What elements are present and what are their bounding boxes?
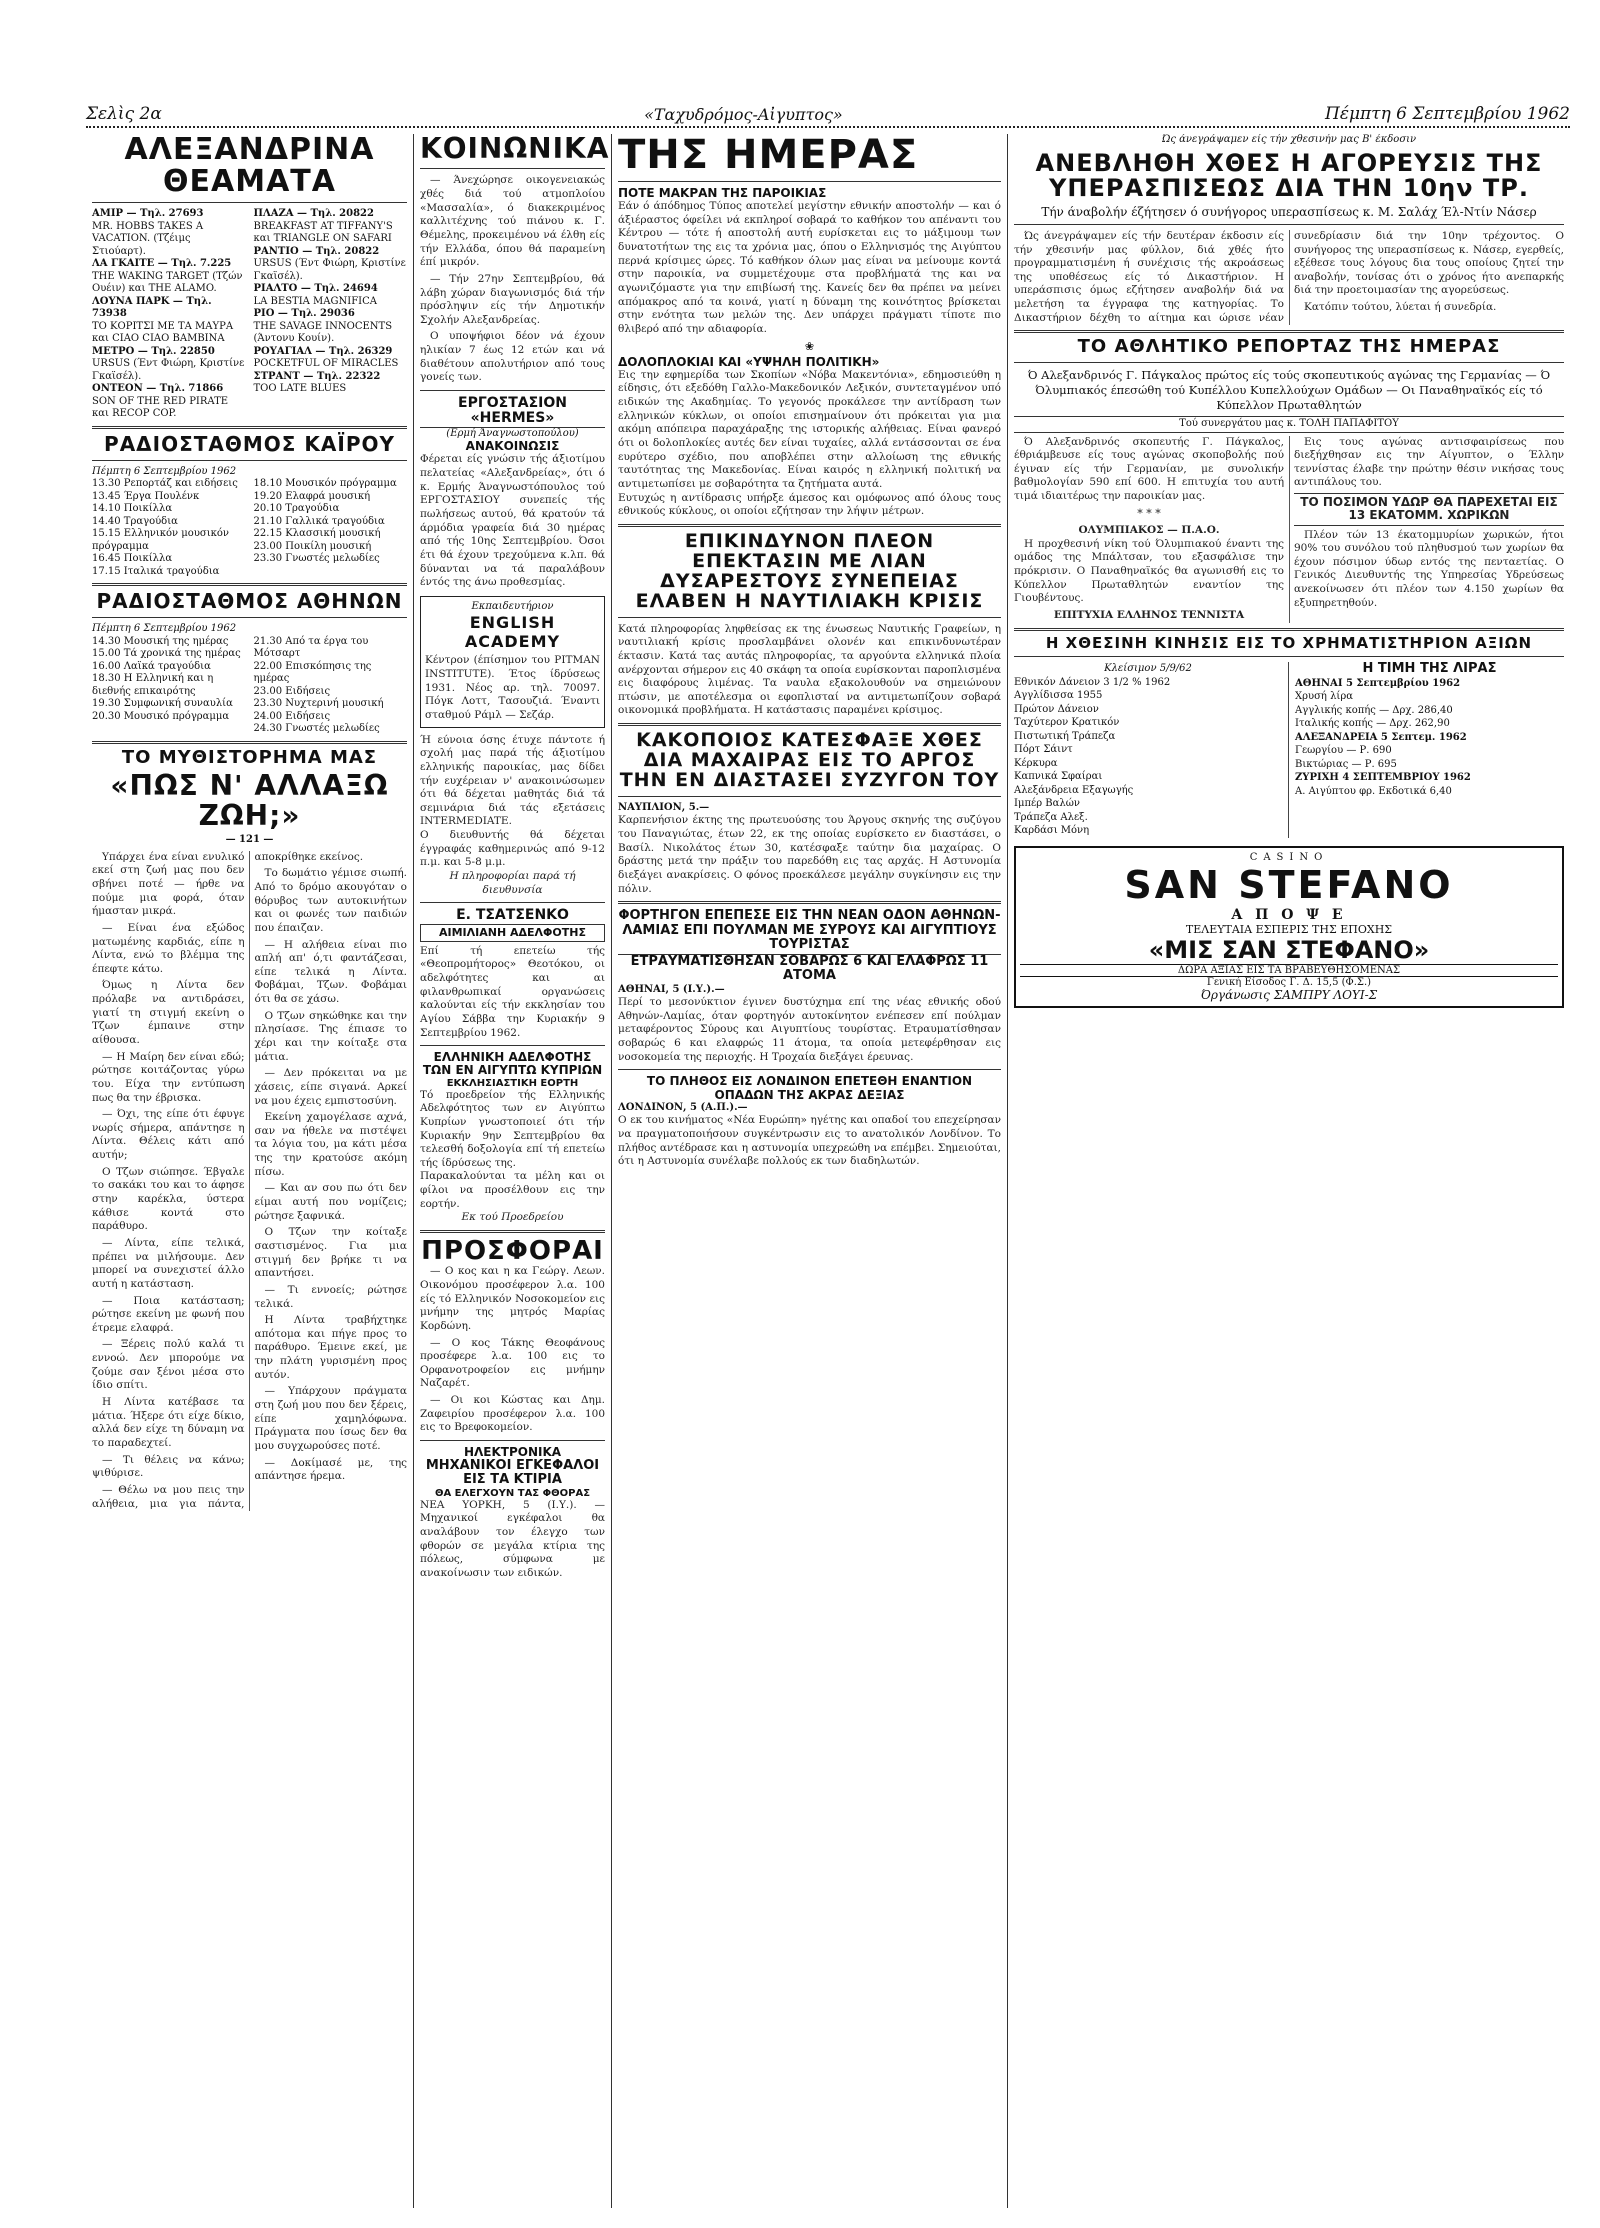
- sports-paragraph: Ό Αλεξανδρινός σκοπευτής Γ. Πάγκαλος, έθριάμβευσε είς τους αγώνας σκοποβολής πού έγιναν είς τήν Γερμανίαν, με συνολικήν βαθμολογίαν 590 επί 600. Η επιτυχία του αυτή τιμά ιδιαιτέρως την παροικίαν μας.: [1014, 435, 1284, 503]
- radio-item: 19.30 Συμφωνική συναυλία: [92, 698, 233, 709]
- cinema-entry: ΡΑΝΤΙΟ — Τηλ. 20822: [253, 245, 380, 257]
- casino-event: «ΜΙΣ ΣΑΝ ΣΤΕΦΑΝΟ»: [1148, 935, 1430, 964]
- radio-item: 20.30 Μουσικό πρόγραμμα: [92, 710, 230, 722]
- sports-body: [1014, 436, 1564, 623]
- radio-cairo-title: ΡΑΔΙΟΣΤΑΘΜΟΣ ΚΑΪΡΟΥ: [104, 431, 395, 456]
- columns: [86, 134, 1570, 2208]
- accident-dateline: ΑΘΗΝΑΙ, 5 (Ι.Υ.).—: [618, 983, 725, 995]
- lira-headline: Η ΤΙΜΗ ΤΗΣ ΛΙΡΑΣ: [1362, 661, 1497, 677]
- shipping-headline: ΕΠΙΚΙΝΔΥΝΟΝ ΠΛΕΟΝ ΕΠΕΚΤΑΣΙΝ ΜΕ ΛΙΑΝ ΔΥΣΑΡΕΣΤΟΥΣ ΣΥΝΕΠΕΙΑΣ ΕΛΑΒΕΝ Η ΝΑΥΤΙΛΙΑΚΗ ΚΡΙΣΙΣ: [635, 529, 984, 612]
- article-body: Εάν ό άπόδημος Τύπος αποτελεί μεγίστην εθνικήν αποστολήν — και ό άξιέραστος όφείλει νά εκπληροί σοβαρά το καθήκον του απέναντι του Κέντρου — τότε ή αποστολή αυτή ευρίσκεται εις το μάξιμουμ των δυνατοτήτων της εις τα χρόνια μας, όπου ο Ελληνισμός της Αιγύπτου περνά κρίσιμες ώρες. Τό καθήκον όλων μας είναι να μείνουμε κοντά στην παροικία, να συμμετέχουμε στα προβλήματά της και να αγωνιζόμαστε για την επιβίωσή της. Κανείς δεν θα πρέπει να μείνει απόμακρος από τα κοινά, γιατί η δύναμη της κοινότητος βρίσκεται στην ενότητα των μελών της. Δεν υπάρχει πράγματι τίποτε πιο θλιβερό από την αδιαφορία.: [618, 200, 1001, 335]
- bourse-row: Καρδάσι Μόνη: [1014, 825, 1090, 837]
- news-title: ΤΗΣ ΗΜΕΡΑΣ: [618, 134, 919, 178]
- cinema-entry: THE SAVAGE INNOCENTS (Άντονυ Κουίν).: [253, 320, 393, 344]
- novel-paragraph: — Όχι, της είπε ότι έφυγε νωρίς σήμερα, απάντησε η Λίντα. Θέλεις κάτι από αυτήν;: [92, 1108, 245, 1162]
- english-academy-sign: Η πληροφορίαι παρά τή διευθυνσία: [449, 869, 576, 896]
- masthead: [86, 104, 1570, 128]
- lira-row: Γεωργίου — Ρ. 690: [1295, 745, 1392, 757]
- accident-body: Περί το μεσονύκτιον έγινεν δυστύχημα επί της νέας εθνικής οδού Αθηνών-Λαμίας, όταν φορτηγόν αυτοκίνητον ενέπεσεν επί πούλμαν μεταφέροντος Σύρους και Αιγυπτίους τουρίστας. Ετραυματίσθησαν σοβαρώς 6 και ελαφρώς 11 άτομα, τα οποία μετεφέρθησαν εις νοσοκομεία της περιοχής. Η Τροχαία διεξάγει έρευνας.: [618, 996, 1001, 1063]
- radio-item: 23.30 Νυχτερινή μουσική: [253, 698, 384, 709]
- cinema-list-left: [92, 208, 246, 421]
- cinema-entry: ΛΟΥΝΑ ΠΑΡΚ — Τηλ. 73938: [92, 295, 212, 319]
- casino-advertisement: [1014, 846, 1564, 1008]
- social-paragraph: — Άνεχώρησε οικογενειακώς χθές διά τού ατμοπλοίου «Μασσαλία», ό διακεκριμένος καλλιτέχνης τού πιάνου κ. Γ. Θέμελης, προκειμένου νά έλθη είς τήν Ελλάδα, όπου θά παραμείνη έπί μικρόν.: [420, 174, 605, 269]
- lira-row: Αγγλικής κοπής — Δρχ. 286,40: [1295, 704, 1453, 716]
- radio-item: 14.40 Τραγούδια: [92, 515, 178, 527]
- bourse-row: Πόρτ Σάιντ: [1014, 744, 1073, 756]
- tsatsenko-title: Ε. ΤΣΑΤΣΕΝΚΟ: [456, 907, 569, 924]
- markets: [1014, 662, 1564, 838]
- radio-item: 15.00 Τά χρονικά της ημέρας: [92, 648, 241, 659]
- novel-paragraph: — Ποια κατάσταση; ρώτησε εκείνη με φωνή που έτρεμε ελαφρά.: [92, 1294, 245, 1334]
- radio-item: 16.45 Ποικίλλα: [92, 553, 173, 564]
- radio-cairo-schedule: [92, 478, 407, 578]
- hermes-notice-label: ΑΝΑΚΟΙΝΩΣΙΣ: [465, 439, 560, 454]
- novel-paragraph: — Τι θέλεις να κάνω; ψιθύρισε.: [92, 1453, 245, 1480]
- lira-row: Α. Αιγύπτου φρ. Εκδοτικά 6,40: [1295, 785, 1452, 797]
- radio-item: 23.00 Ειδήσεις: [253, 685, 331, 697]
- novel-paragraph: Ο Τζων σηκώθηκε και την πλησίασε. Της έπιασε το χέρι και την κοίταξε στα μάτια.: [254, 1009, 407, 1063]
- bourse-table: [1014, 662, 1289, 838]
- cinema-entry: ΡΙΟ — Τηλ. 29036: [253, 308, 355, 319]
- novel-kicker: ΤΟ ΜΥΘΙΣΤΟΡΗΜΑ ΜΑΣ: [121, 746, 378, 768]
- novel-paragraph: Υπάρχει ένα είναι ενυλικό εκεί στη ζωή μας που δεν σβήνει ποτέ — ήρθε να πούμε μια φορά, όταν ήμασταν μικρά.: [92, 850, 245, 918]
- lead-paragraph: Κατόπιν τούτου, λύεται ή συνεδρία.: [1304, 301, 1497, 314]
- london-headline: ΤΟ ΠΛΗΘΟΣ ΕΙΣ ΛΟΝΔΙΝΟΝ ΕΠΕΤΕΘΗ ΕΝΑΝΤΙΟΝ ΟΠΑΔΩΝ ΤΗΣ ΑΚΡΑΣ ΔΕΞΙΑΣ: [646, 1074, 973, 1102]
- english-academy-announce: Ο διευθυντής θά δέχεται έγγραφάς καθημερινώς από 9-12 π.μ. και 5-8 μ.μ.: [420, 829, 605, 869]
- lira-row: Βικτώριας — Ρ. 695: [1295, 758, 1397, 770]
- hermes-body: Φέρεται είς γνώσιν τής άξιοτίμου πελατείας «Αλεξανδρείας», ότι ό κ. Ερμής Άναγνωστόπουλος τού ΕΡΓΟΣΤΑΣΙΟΥ συνεπείς τής πωλήσεως αυτού, θά κρατούν τά άρμόδια γραφεία διά 30 ημέρας από τής 10ης Σεπτεμβρίου. Όσοι έτι θά έχουν τρεχούμενα κ.λπ. θά δύνανται να τά παραλάβουν έντός της άνω προθεσμίας.: [420, 453, 605, 589]
- radio-item: 23.00 Ποικίλη μουσική: [253, 540, 372, 552]
- lead-subheadline: Τήν άναβολήν έζήτησεν ό συνήγορος υπερασπίσεως κ. Μ. Σαλάχ Έλ-Ντίν Νάσερ: [1041, 204, 1537, 219]
- cinema-entry: URSUS (Έντ Φιώρη, Κριστίνε Γκαϊσέλ).: [92, 358, 245, 382]
- radio-item: 21.10 Γαλλικά τραγούδια: [253, 515, 385, 527]
- social-paragraph: Ο υποψήφιοι δέον νά έχουν ηλικίαν 7 έως 12 ετών και νά διαθέτουν απολυτήριον από τους γονείς των.: [420, 330, 605, 384]
- radio-item: 24.00 Ειδήσεις: [253, 710, 331, 722]
- radio-athens-title: ΡΑΔΙΟΣΤΑΘΜΟΣ ΑΘΗΝΩΝ: [96, 589, 403, 613]
- sports-section: ΕΠΙΤΥΧΙΑ ΕΛΛΗΝΟΣ ΤΕΝΝΙΣΤΑ: [1053, 608, 1245, 621]
- article-body: Εις την εφημερίδα των Σκοπίων «Νόβα Μακεντόνια», εδημοσιεύθη η είδησις, ότι εξεδόθη Γαλλο-Μακεδονικόν Λεξικόν, συντεταγμένον υπό ειδικών της Ακαδημίας. Το γεγονός προκάλεσε την αντίδραση των ελληνικών κύκλων, οι οποίοι επισημαίνουν ότι πρόκειται για μια ακόμη απόπειρα παραχάραξης της ιστορικής αλήθειας. Είναι φανερό ότι οι δολοπλοκίες αυτές δεν είναι τυχαίες, αλλά εντάσσονται σε ένα ευρύτερο σχέδιο, που αποβλέπει στην αλλοίωση της εθνικής ταυτότητας της Μακεδονίας. Είναι καιρός η ελληνική πολιτική να αντιμετωπίσει με σοβαρότητα τα ζητήματα αυτά.: [618, 368, 1001, 490]
- novel-paragraph: — Και αν σου πω ότι δεν είμαι αυτή που νομίζεις; ρώτησε ξαφνικά.: [254, 1182, 407, 1222]
- novel-paragraph: — Λίντα, είπε τελικά, πρέπει να μιλήσουμε. Δεν μπορεί να συνεχιστεί άλλο αυτή η κατάσταση.: [92, 1236, 245, 1290]
- novel-paragraph: — Είναι ένα εξώδος ματωμένης καρδιάς, είπε η Λίντα, ενώ το βλέμμα της έπεφτε κάτω.: [92, 921, 245, 975]
- novel-paragraph: — Υπάρχουν πράγματα στη ζωή μου που δεν ξέρεις, είπε χαμηλόφωνα. Πράγματα που ίσως δεν θα μου συγχωρούσες ποτέ.: [254, 1385, 407, 1452]
- novel-paragraph: — Η αλήθεια είναι πιο απλή απ' ό,τι φαντάζεσαι, είπε τελικά η Λίντα. Φοβάμαι, Τζων. Φοβάμαι ότι θα σε χάσω.: [254, 938, 407, 1006]
- cyprus-title: ΕΛΛΗΝΙΚΗ ΑΔΕΛΦΟΤΗΣ ΤΩΝ ΕΝ ΑΙΓΥΠΤΩ ΚΥΠΡΙΩΝ: [422, 1050, 603, 1078]
- bourse-row: Καπνικά Σφαίραι: [1014, 771, 1103, 783]
- novel-paragraph: Η Λίντα κατέβασε τα μάτια. Ήξερε ότι είχε δίκιο, αλλά δεν είχε τη δύναμη να το παραδεχτεί.: [92, 1396, 245, 1449]
- novel-paragraph: Η Λίντα τραβήχτηκε απότομα και πήγε προς το παράθυρο. Έμεινε εκεί, με την πλάτη γυρισμένη προς αυτόν.: [254, 1314, 407, 1381]
- theatres-title: ΑΛΕΞΑΝΔΡΙΝΑ ΘΕΑΜΑΤΑ: [124, 134, 375, 199]
- water-headline: ΤΟ ΠΟΣΙΜΟΝ ΥΔΩΡ ΘΑ ΠΑΡΕΧΕΤΑΙ ΕΙΣ 13 ΕΚΑΤΟΜΜ. ΧΩΡΙΚΩΝ: [1294, 493, 1564, 525]
- page-number: Σελὶς 2α: [86, 104, 162, 124]
- water-paragraph: Πλέον τών 13 έκατομμυρίων χωρικών, ήτοι 90% του συνόλου τού πληθυσμού των χωρίων θα έχουν πόσιμον ύδωρ εντός της πενταετίας. Ο Γενικός Διευθυντής της Υπηρεσίας Υδρεύσεως ανεκοίνωσεν ότι πλέον των 4.150 χωρίων θα εξυπηρετηθούν.: [1294, 528, 1564, 609]
- cinema-entry: SON OF THE RED PIRATE και RECOP COP.: [92, 395, 229, 419]
- shipping-body: Κατά πληροφορίας ληφθείσας εκ της ένωσεως Ναυτικής Γραφείων, η ναυτιλιακή κρίσις προσλαμβάνει ολονέν και επικινδυνωτέραν έκτασιν. Κατά τας αυτάς πληροφορίας, τα αργούντα ελληνικά πλοία ανέρχονται σήμερον εις 40 σκάφη τα οποία ευρίσκονται παροπλισμένα εις διαφόρους λιμένας. Τα ναυλα εξακολουθούν να σημειώνουν πτώσιν, με αποτέλεσμα οι εφοπλισταί να αντιμετωπίζουν σοβαρά οικονομικά προβλήματα. Η κατάστασις παραμένει κρίσιμος.: [618, 622, 1001, 717]
- bourse-row: Εθνικόν Δάνειον 3 1/2 % 1962: [1014, 676, 1171, 688]
- bourse-row: Πιστωτική Τράπεζα: [1014, 730, 1116, 742]
- article-heading: ΔΟΛΟΠΛΟΚΙΑΙ ΚΑΙ «ΥΨΗΛΗ ΠΟΛΙΤΙΚΗ»: [618, 354, 880, 369]
- radio-item: 21.30 Από τα έργα του Μότσαρτ: [253, 635, 369, 659]
- cinema-entry: BREAKFAST AT TIFFANY'S και TRIANGLE ON SAFARI: [253, 220, 393, 244]
- english-academy-label: Εκπαιδευτήριον: [471, 600, 554, 612]
- casino-name: SAN STEFANO: [1124, 862, 1454, 907]
- tsatsenko-body: Επί τή επετείω τής «Θεοπρομήτορος» Θεοτόκου, οι αδελφότητες και αι φιλανθρωπικαί οργανώσεις καλούνται είς τήν εκκλησίαν του Αγίου Σάββα την Κυριακήν 9 Σεπτεμβρίου 1962.: [420, 944, 605, 1039]
- casino-organizer: Όργάνωσις ΣΑΜΠΡΥ ΛΟΥΙ-Σ: [1200, 987, 1378, 1002]
- cyprus-sign: Εκ τού Προεδρείου: [461, 1211, 564, 1224]
- cinema-entry: ΟΝΤΕΟΝ — Τηλ. 71866: [92, 383, 224, 394]
- radio-item: 16.00 Λαϊκά τραγούδια: [92, 660, 211, 672]
- electric-body: ΝΕΑ ΥΟΡΚΗ, 5 (Ι.Υ.). — Μηχανικοί εγκέφαλοι θα αναλάβουν τον έλεγχο των φθορών σε μεγάλα κτίρια της πόλεως, σύμφωνα με ανακοίνωσιν των ειδικών.: [420, 1498, 605, 1579]
- lira-row: Ιταλικής κοπής — Δρχ. 262,90: [1295, 718, 1450, 730]
- radio-item: 17.15 Ιταλικά τραγούδια: [92, 565, 220, 577]
- tsatsenko-subtitle: ΑΙΜΙΛΙΑΝΗ ΑΔΕΛΦΟΤΗΣ: [420, 924, 605, 942]
- offer-item: — Οι κοι Κώστας και Δημ. Ζαφειρίου προσέφερον λ.α. 100 εις το Βρεφοκομείον.: [420, 1394, 605, 1434]
- novel-paragraph: — Θέλω να μου πεις την αλήθεια, μια για πάντα, αποκρίθηκε εκείνος.: [92, 850, 364, 1510]
- english-academy-address: Κέντρον (έπίσημον του PITMAN INSTITUTE). Έτος ίδρύσεως 1931. Νέος αρ. τηλ. 70097. Πόγκ Λοττ, Τασουζιά. Έναντι σταθμού Ράμλ — Σεζάρ.: [425, 654, 600, 721]
- crime-headline: ΚΑΚΟΠΟΙΟΣ ΚΑΤΕΣΦΑΞΕ ΧΘΕΣ ΔΙΑ ΜΑΧΑΙΡΑΣ ΕΙΣ ΤΟ ΑΡΓΟΣ ΤΗΝ ΕΝ ΔΙΑΣΤΑΣΕΙ ΣΥΖΥΓΟΝ ΤΟΥ: [619, 729, 1000, 791]
- cinema-entry: TOO LATE BLUES: [253, 383, 347, 394]
- column-news: [612, 134, 1008, 2208]
- novel-paragraph: Εκείνη χαμογέλασε αχνά, σαν να ήθελε να πιστέψει τα λόγια του, μα κάτι μέσα της την κρατούσε ακόμη πίσω.: [254, 1111, 407, 1178]
- novel-paragraph: — Δοκίμασέ με, της απάντησε ήρεμα.: [254, 1456, 407, 1483]
- london-dateline: ΛΟΝΔΙΝΟΝ, 5 (Α.Π.).—: [618, 1101, 748, 1113]
- radio-item: 14.10 Ποικίλλα: [92, 503, 173, 514]
- sports-headline: ΤΟ ΑΘΛΗΤΙΚΟ ΡΕΠΟΡΤΑΖ ΤΗΣ ΗΜΕΡΑΣ: [1077, 336, 1501, 358]
- novel-paragraph: Το δωμάτιο γέμισε σιωπή. Από το δρόμο ακουγόταν ο θόρυβος των αυτοκινήτων και οι φωνές των παιδιών που έπαιζαν.: [254, 867, 407, 934]
- social-paragraph: — Τήν 27ην Σεπτεμβρίου, θά λάβη χώραν διαγωνισμός διά τήν πρόσληψιν είς τήν Δημοτικήν Σχολήν Αλεξανδρείας.: [420, 272, 605, 326]
- lira-row: ΖΥΡΙΧΗ 4 ΣΕΠΤΕΜΒΡΙΟΥ 1962: [1295, 772, 1471, 784]
- bourse-row: Ιμπέρ Βαλών: [1014, 798, 1080, 810]
- electric-subtitle: ΘΑ ΕΛΕΓΧΟΥΝ ΤΑΣ ΦΘΟΡΑΣ: [434, 1487, 591, 1499]
- accident-subheadline: ΕΤΡΑΥΜΑΤΙΣΘΗΣΑΝ ΣΟΒΑΡΩΣ 6 ΚΑΙ ΕΛΑΦΡΩΣ 11 ΑΤΟΜΑ: [618, 954, 1001, 984]
- lira-row: ΑΘΗΝΑΙ 5 Σεπτεμβρίου 1962: [1295, 677, 1461, 689]
- radio-item: 18.10 Μουσικόν πρόγραμμα: [253, 478, 397, 489]
- novel-body: [92, 851, 407, 1511]
- article-heading: ΠΟΤΕ ΜΑΚΡΑΝ ΤΗΣ ΠΑΡΟΙΚΙΑΣ: [618, 186, 827, 200]
- sports-subheadline: Ό Αλεξανδρινός Γ. Πάγκαλος πρώτος είς τούς σκοπευτικούς αγώνας της Γερμανίας — Ό Όλυμπιακός έπεσώθη τού Κυπέλλου Κυπελλούχων Ομάδων — Οι Παναθηναϊκός είς τό Κύπελλον Πρωταθλητών: [1027, 368, 1551, 413]
- cinema-entry: ΑΜΙΡ — Τηλ. 27693: [92, 208, 204, 219]
- radio-item: 14.30 Μουσική της ημέρας: [92, 635, 229, 647]
- radio-cairo-date: Πέμπτη 6 Σεπτεμβρίου 1962: [92, 465, 237, 477]
- offers-body: [420, 1265, 605, 1435]
- english-academy-body: Ή εύνοια όσης έτυχε πάντοτε ή σχολή μας παρά τής άξιοτίμου ελληνικής παροικίας, μας δίδει τήν ευχέρειαν ν' ανακοινώσωμεν ότι θά δέχεται μαθητάς διά τά σεμινάρια διά τάς εξετάσεις INTERMEDIATE.: [420, 733, 605, 828]
- radio-item: 19.20 Ελαφρά μουσική: [253, 490, 371, 502]
- cinema-entry: ΡΟΥΑΓΙΑΛ — Τηλ. 26329: [253, 345, 393, 357]
- casino-tonight: Α Π Ο Ψ Ε: [1231, 906, 1347, 923]
- lead-kicker: Ώς άνεγράψαμεν είς τήν χθεσινήν μας Β' έκδοσιν: [1161, 134, 1417, 145]
- separator-stars: ❀: [804, 339, 815, 353]
- bourse-row: Κέρκυρα: [1014, 757, 1058, 769]
- london-body: Ο εκ του κινήματος «Νέα Ευρώπη» ηγέτης και οπαδοί του επεχείρησαν να πραγματοποιήσουν συγκέντρωσιν εις το ανατολικόν Λονδίνον. Το πλήθος αντέδρασε και η αστυνομία υπεχρεώθη να επέμβει. Σημειούται, ότι η Αστυνομία συνέλαβε πολλούς εκ των διαδηλωτών.: [618, 1114, 1001, 1168]
- radio-item: 23.30 Γνωστές μελωδίες: [253, 553, 380, 564]
- social-title: ΚΟΙΝΩΝΙΚΑ: [420, 134, 610, 165]
- newspaper-name: «Ταχυδρόμος-Αἰγυπτος»: [644, 105, 843, 124]
- radio-item: 22.00 Επισκόπησις της ημέρας: [253, 660, 372, 684]
- radio-item: 24.30 Γνωστές μελωδίες: [253, 723, 380, 734]
- casino-line: ΔΩΡΑ ΑΞΙΑΣ ΕΙΣ ΤΑ ΒΡΑΒΕΥΘΗΣΟΜΕΝΑΣ: [1020, 964, 1558, 977]
- article-body: Ευτυχώς η αντίδρασις υπήρξε άμεσος και ομόφωνος από όλους τους εθνικούς κύκλους, οι οποίοι εζήτησαν την λήψιν μέτρων.: [618, 491, 1001, 518]
- sports-section: ΟΛΥΜΠΙΑΚΟΣ — Π.Α.Ο.: [1078, 524, 1220, 537]
- radio-athens-date: Πέμπτη 6 Σεπτεμβρίου 1962: [92, 623, 237, 634]
- radio-item: 13.45 Έργα Πουλένκ: [92, 490, 200, 502]
- novel-paragraph: — Τι εννοείς; ρώτησε τελικά.: [254, 1283, 407, 1310]
- lira-row: Χρυσή λίρα: [1295, 691, 1353, 703]
- bourse-row: Κλείσιμον 5/9/62: [1104, 663, 1192, 675]
- novel-paragraph: Ο Τζων σιώπησε. Έβγαλε το σακάκι του και το άφησε στην καρέκλα, ύστερα κάθισε κοντά στο παράθυρο.: [92, 1165, 245, 1233]
- separator-stars: * * *: [1137, 506, 1161, 520]
- novel-paragraph: Όμως η Λίντα δεν πρόλαβε να αντιδράσει, γιατί τη στιγμή εκείνη ο Τζων έμπαινε στην αίθουσα.: [92, 979, 245, 1046]
- casino-line: Γενική Είσοδος Γ. Δ. 15,5 (Φ.Σ.): [1206, 976, 1372, 988]
- cinema-entry: LA BESTIA MAGNIFICA: [253, 295, 377, 307]
- cinema-entry: POCKETFUL OF MIRACLES: [253, 358, 399, 369]
- lead-body: [1014, 230, 1564, 325]
- column-entertainment: [86, 134, 414, 2208]
- casino-label: CASINO: [1249, 851, 1329, 863]
- bourse-row: Πρώτον Δάνειον: [1014, 703, 1099, 715]
- english-academy-ad: [420, 596, 605, 728]
- column-trial-sports: [1008, 134, 1570, 2208]
- social-body: [420, 174, 605, 385]
- novel-paragraph: Ο Τζων την κοίταξε σαστισμένος. Για μια στιγμή δεν βρήκε τι να απαντήσει.: [254, 1226, 407, 1280]
- cyprus-subtitle: ΕΚΚΛΗΣΙΑΣΤΙΚΗ ΕΟΡΤΗ: [446, 1077, 579, 1089]
- bourse-row: Ταχύτερον Κρατικόν: [1014, 717, 1120, 729]
- offer-item: — Ο κος Τάκης Θεοφάνους προσέφερε λ.α. 100 εις το Ορφανοτροφείον εις μνήμην Ναζαρέτ.: [420, 1336, 605, 1390]
- column-social: [414, 134, 612, 2208]
- lead-headline: ΑΝΕΒΛΗΘΗ ΧΘΕΣ Η ΑΓΟΡΕΥΣΙΣ ΤΗΣ ΥΠΕΡΑΣΠΙΣΕΩΣ ΔΙΑ ΤΗΝ 10ην ΤΡ.: [1035, 148, 1543, 202]
- cinema-entry: THE WAKING TARGET (Τζών Ουέιν) και THE ALAMO.: [92, 270, 243, 294]
- bourse-row: Τράπεζα Αλεξ.: [1014, 811, 1088, 823]
- cinema-entry: ΣΤΡΑΝΤ — Τηλ. 22322: [253, 370, 381, 382]
- lira-table: [1289, 662, 1564, 838]
- electric-label: ΗΛΕΚΤΡΟΝΙΚΑ: [463, 1445, 562, 1459]
- novel-part: — 121 —: [225, 834, 274, 846]
- offer-item: — Ο κος και η κα Γεώργ. Λεων. Οικονόμου προσέφερον λ.α. 100 είς τό Ελληνικόν Νοσοκομείον εις μνήμην της μητρός Μαρίας Κορδώνη.: [420, 1265, 605, 1332]
- bourse-row: Αλεξάνδρεια Εξαγωγής: [1014, 784, 1134, 796]
- sports-byline: Τού συνεργάτου μας κ. ΤΟΛΗ ΠΑΠΑΦΙΤΟΥ: [1014, 416, 1564, 433]
- radio-item: 20.10 Τραγούδια: [253, 503, 340, 514]
- bourse-headline: Η ΧΘΕΣΙΝΗ ΚΙΝΗΣΙΣ ΕΙΣ ΤΟ ΧΡΗΜΑΤΙΣΤΗΡΙΟΝ ΑΞΙΩΝ: [1045, 633, 1533, 652]
- cinema-entry: ΛΑ ΓΚΑΙΤΕ — Τηλ. 7.225: [92, 258, 232, 269]
- crime-dateline: ΝΑΥΠΛΙΟΝ, 5.—: [618, 801, 710, 813]
- sports-paragraph: Η προχθεσινή νίκη τού Όλυμπιακού έναντι της ομάδος της Μπάλτσαν, του εξασφάλισε την πρόκρισιν. Ο Παναθηναϊκός θα αγωνισθή εις το Κύπελλον Πρωταθλητών εναντίον της Γιουβέντους.: [1014, 537, 1284, 605]
- cinema-entry: URSUS (Έντ Φιώρη, Κριστίνε Γκαϊσέλ).: [253, 258, 406, 282]
- hermes-title: ΕΡΓΟΣΤΑΣΙΟΝ «HERMES»: [420, 396, 605, 428]
- cinema-entry: ΠΛΑΖΑ — Τηλ. 20822: [253, 208, 374, 219]
- sports-paragraph: Εις τους αγώνας αντισφαιρίσεως που διεξήχθησαν εις την Αίγυπτον, ο Έλλην τεννίστας έλαβε την πρώτην θέσιν νικήσας τους αντιπάλους του.: [1294, 435, 1564, 489]
- cinema-list-right: [254, 208, 408, 421]
- cinema-listings: [92, 208, 407, 421]
- cinema-entry: ΜΕΤΡΟ — Τηλ. 22850: [92, 345, 215, 357]
- radio-item: 22.15 Κλασσική μουσική: [253, 528, 381, 539]
- electric-title: ΜΗΧΑΝΙΚΟΙ ΕΓΚΕΦΑΛΟΙ ΕΙΣ ΤΑ ΚΤΙΡΙΑ: [425, 1458, 600, 1488]
- lead-paragraph: Ώς άνεγράψαμεν είς τήν δευτέραν έκδοσιν είς τήν χθεσινήν μας φύλλον, διά χθές ήτο προγραμματισμένη ή συνέχισις τής ακροάσεως της υποθέσεως είς τό Δικαστήριον. Η υπεράσπισις όμως εζήτησεν αναβολήν διά να μελετήση τα έγγραφα της κατηγορίας. Το Δικαστήριον δέχθη το αίτημα και ώρισε νέαν συνεδρίασιν διά την 10ην τρέχοντος. Ο συνήγορος της υπερασπίσεως κ. Νάσερ, εγερθείς, εξέθεσε τους λόγους δια τους οποίους ζητεί την αναβολήν, τονίσας ότι ο χρόνος ήτο ανεπαρκής διά την προετοιμασίαν της αγορεύσεως.: [1014, 229, 1564, 324]
- novel-paragraph: — Η Μαίρη δεν είναι εδώ; ρώτησε κοιτάζοντας γύρω του. Είχα την εντύπωση πως θα την έβρισκα.: [92, 1050, 245, 1104]
- radio-item: 13.30 Ρεπορτάζ και ειδήσεις: [92, 478, 238, 489]
- radio-item: 15.15 Ελληνικόν μουσικόν πρόγραμμα: [92, 528, 229, 552]
- hermes-subtitle: (Ερμή Άναγνωστοπούλου): [446, 427, 579, 439]
- novel-title: «ΠΩΣ Ν' ΑΛΛΑΞΩ ΖΩΗ;»: [110, 769, 389, 832]
- cinema-entry: ΡΙΑΛΤΟ — Τηλ. 24694: [253, 283, 378, 294]
- cinema-entry: MR. HOBBS TAKES A VACATION. (Τζέιμς Στιούαρτ).: [92, 220, 204, 257]
- issue-date: Πέμπτη 6 Σεπτεμβρίου 1962: [1325, 104, 1570, 124]
- accident-headline: ΦΟΡΤΗΓΟΝ ΕΠΕΠΕΣΕ ΕΙΣ ΤΗΝ ΝΕΑΝ ΟΔΟΝ ΑΘΗΝΩΝ-ΛΑΜΙΑΣ ΕΠΙ ΠΟΥΛΜΑΝ ΜΕ ΣΥΡΟΥΣ ΚΑΙ ΑΙΓΥΠΤΙΟΥΣ ΤΟΥΡΙΣΤΑΣ: [618, 908, 1001, 952]
- offers-title: ΠΡΟΣΦΟΡΑΙ: [421, 1236, 604, 1267]
- english-academy-title: ENGLISH ACADEMY: [464, 613, 561, 652]
- radio-item: 18.30 Η Ελληνική και η διεθνής επικαιρότης: [92, 673, 214, 697]
- bourse-row: Αγγλίδισσα 1955: [1014, 690, 1103, 702]
- lira-row: ΑΛΕΞΑΝΔΡΕΙΑ 5 Σεπτεμ. 1962: [1295, 731, 1467, 743]
- crime-body: Καρπενήσιον έκτης της πρωτευούσης του Άργους σκηνής της συζύγου του Παναγιώτας, έτων 22, εκ της οποίας ευρίσκετο εν διαστάσει, ο Βασίλ. Νικολάτος έτων 30, κατέσφαξε ταύτην δια μαχαίρας. Ο δράστης μετά την πράξιν του παρεδόθη εις τας αρχάς. Η Αστυνομία διεξάγει ανακρίσεις. Ο φόνος προεκάλεσε μεγάλην συγκίνησιν εις την πόλιν.: [618, 814, 1001, 895]
- cyprus-body: Τό προεδρείον τής Ελληνικής Αδελφότητος των εν Αιγύπτω Κυπρίων γνωστοποιεί ότι τήν Κυριακήν 9ην Σεπτεμβρίου θα τελεσθή δοξολογία επί τή επετείω τής ίδρύσεως της.: [420, 1088, 605, 1169]
- cyprus-body-2: Παρακαλούνται τα μέλη και οι φίλοι να προσέλθουν εις την εορτήν.: [420, 1170, 605, 1210]
- casino-line: ΤΕΛΕΥΤΑΙΑ ΕΣΠΕΡΙΣ ΤΗΣ ΕΠΟΧΗΣ: [1185, 922, 1393, 936]
- cinema-entry: ΤΟ ΚΟΡΙΤΣΙ ΜΕ ΤΑ ΜΑΥΡΑ και CIAO CIAO BAMBINA: [92, 320, 234, 344]
- novel-paragraph: — Ξέρεις πολύ καλά τι εννοώ. Δεν μπορούμε να ζούμε σαν ξένοι μέσα στο ίδιο σπίτι.: [92, 1338, 245, 1392]
- novel-paragraph: — Δεν πρόκειται να με χάσεις, είπε σιγανά. Αρκεί να μου έχεις εμπιστοσύνη.: [254, 1067, 407, 1107]
- radio-athens-schedule: [92, 636, 407, 736]
